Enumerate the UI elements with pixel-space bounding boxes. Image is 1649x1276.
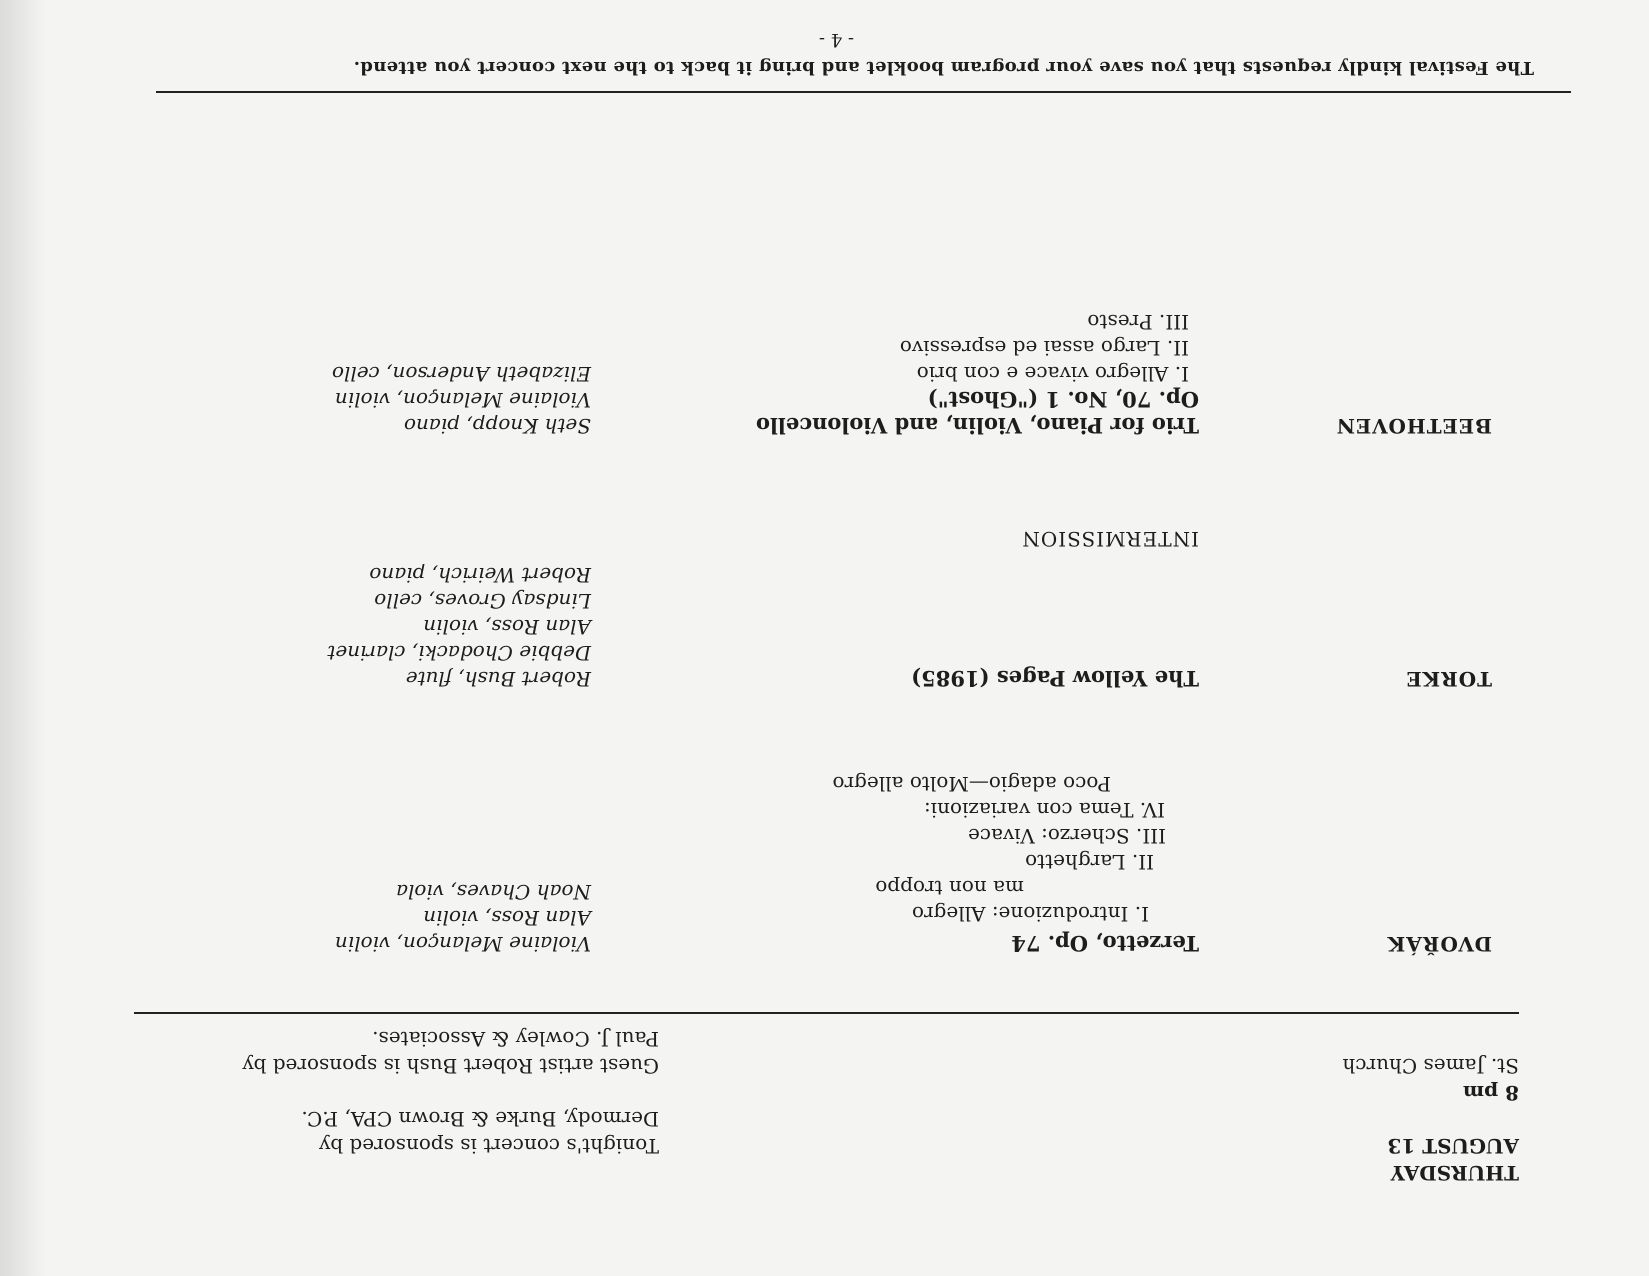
movement-line: Poco adagio—Molto allegro — [832, 772, 1111, 796]
composer-beethoven: BEETHOVEN — [1335, 414, 1492, 438]
movement-line: I. Allegro vivace e con brio — [916, 362, 1189, 386]
performer: Elizabeth Anderson, cello — [331, 362, 591, 386]
performer: Robert Bush, flute — [405, 667, 591, 691]
performer: Alan Ross, violin — [423, 906, 591, 930]
guest-sponsor-line-1: Guest artist Robert Bush is sponsored by — [242, 1054, 659, 1078]
work-title-yellow-pages: The Yellow Pages (1985) — [911, 666, 1199, 691]
performer: Seth Knopp, piano — [403, 414, 591, 438]
performer: Lindsay Groves, cello — [374, 589, 591, 613]
movement-line: II. Largo assai ed espressivo — [899, 336, 1189, 360]
performer: Violaine Melançon, violin — [334, 388, 591, 412]
intermission-label: INTERMISSION — [1021, 527, 1199, 551]
performer: Alan Ross, violin — [423, 615, 591, 639]
page-edge-shadow — [0, 0, 46, 1276]
concert-time: 8 pm — [1462, 1081, 1519, 1105]
movement-line: IV. Tema con variazioni: — [923, 798, 1165, 822]
work-title-terzetto: Terzetto, Op. 74 — [1011, 931, 1199, 956]
concert-date: AUGUST 13 — [1387, 1134, 1519, 1158]
composer-torke: TORKE — [1405, 667, 1492, 691]
performer: Robert Weirich, piano — [369, 563, 591, 587]
guest-sponsor-line-2: Paul J. Cowley & Associates. — [372, 1027, 659, 1051]
movement-line: II. Larghetto — [1025, 850, 1154, 874]
movement-line: I. Introduzione: Allegro — [912, 902, 1149, 926]
header-divider — [134, 1012, 1519, 1014]
concert-venue: St. James Church — [1342, 1054, 1519, 1078]
footer-divider — [156, 91, 1571, 93]
performer: Noah Chaves, viola — [396, 880, 591, 904]
performer: Debbie Chodacki, clarinet — [327, 641, 591, 665]
sponsor-line-1: Tonight's concert is sponsored by — [318, 1134, 659, 1158]
concert-day: THURSDAY — [1390, 1161, 1519, 1185]
movement-line: III. Presto — [1087, 310, 1189, 334]
work-subtitle-ghost-trio: Op. 70, No. 1 ("Ghost") — [927, 387, 1199, 412]
movement-line: III. Scherzo: Vivace — [967, 824, 1166, 848]
footer-request: The Festival kindly requests that you save your program booklet and bring it back to the next concert you attend. — [353, 57, 1534, 78]
sponsor-line-2: Dermody, Burke & Brown CPA, P.C. — [301, 1107, 659, 1131]
composer-dvorak: DVOŘÁK — [1386, 932, 1492, 956]
performer: Violaine Melançon, violin — [334, 932, 591, 956]
page-number: - 4 - — [818, 29, 854, 50]
work-title-ghost-trio: Trio for Piano, Violin, and Violoncello — [755, 413, 1199, 438]
movement-line: ma non troppo — [875, 876, 1024, 900]
